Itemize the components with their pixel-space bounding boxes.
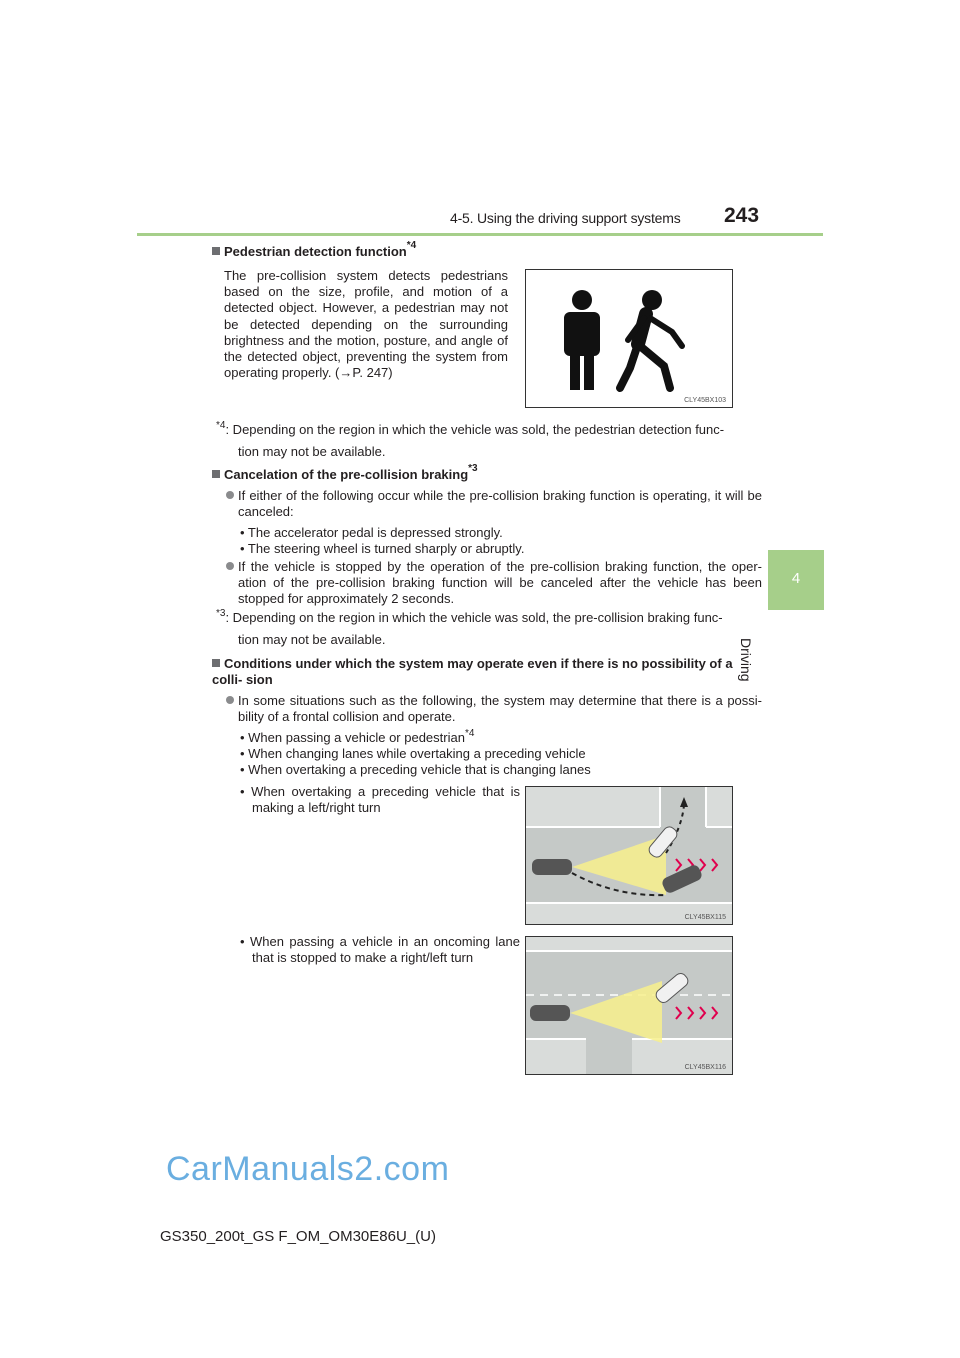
figure-code: CLY45BX103 (684, 397, 726, 404)
figure-code: CLY45BX115 (684, 914, 726, 921)
figure-code: CLY45BX116 (684, 1064, 726, 1071)
own-car-icon (532, 859, 572, 875)
cancelation-heading-text: Cancelation of the pre-collision braking (224, 467, 469, 482)
conditions-sub-1 (240, 730, 474, 746)
cancelation-sub-2: • The steering wheel is turned sharply or abruptly. (240, 541, 525, 556)
pedestrian-figure (525, 269, 733, 408)
chapter-label: Driving (738, 638, 754, 682)
footnote-4-cont: tion may not be available. (238, 444, 386, 459)
conditions-sub-2: • When changing lanes while overtaking a preceding vehicle (240, 746, 586, 761)
footnote-4 (216, 420, 756, 439)
page-number: 243 (724, 204, 760, 227)
chapter-number: 4 (791, 570, 801, 587)
pedestrian-illustration (526, 270, 732, 407)
cancelation-item-1-text: If either of the following occur while the pre-collision braking function is operating, it will be canceled: (238, 488, 762, 520)
footnote-3 (216, 608, 756, 627)
cancelation-item-2 (226, 559, 762, 608)
conditions-heading (212, 656, 752, 688)
conditions-sub-1-text: • When passing a vehicle or pedestrian (240, 730, 465, 745)
heading-footnote-mark: *4 (406, 240, 417, 251)
pedestrian-body: The pre-collision system detects pedestrians based on the size, profile, and motion of a detected object. However, a pedestrian may not be detected depending on the surrounding brightness and the motion, posture, and angle of the detected object, preventing the system from operating properly. (→P. 247) (224, 268, 508, 381)
bullet-icon (226, 696, 234, 704)
section-title: 4-5. Using the driving support systems (450, 210, 681, 226)
walking-person-icon (620, 290, 682, 388)
cancelation-heading (212, 463, 478, 482)
cancelation-item-1 (226, 488, 762, 520)
cancelation-item-2-text: If the vehicle is stopped by the operation of the pre-collision braking function, the oper- ation of the pre-collision braking function will be canceled after the vehicle has been stopped for approximately 2 seconds. (238, 559, 762, 607)
section-marker-icon (212, 659, 220, 667)
footnote-mark: *4 (464, 728, 475, 739)
own-car-icon (530, 1005, 570, 1021)
conditions-item-1-text: In some situations such as the following, the system may determine that there is a possi- bility of a frontal collision and operate. (238, 693, 762, 725)
footnote-3-cont: tion may not be available. (238, 632, 386, 647)
conditions-sub-4: • When overtaking a preceding vehicle that is making a left/right turn (240, 784, 520, 816)
oncoming-illustration (526, 937, 732, 1074)
standing-person-icon (564, 290, 600, 390)
conditions-item-1 (226, 693, 762, 725)
section-marker-icon (212, 247, 220, 255)
document-code: GS350_200t_GS F_OM_OM30E86U_(U) (160, 1228, 436, 1245)
footnote-text: : Depending on the region in which the vehicle was sold, the pre-collision braking func- (225, 610, 723, 625)
footnote-text: : Depending on the region in which the vehicle was sold, the pedestrian detection func- (225, 422, 725, 437)
footnote-mark: *4 (216, 420, 226, 431)
turn-illustration (526, 787, 732, 924)
cancelation-sub-1: • The accelerator pedal is depressed strongly. (240, 525, 503, 540)
header-rule (137, 233, 823, 236)
section-marker-icon (212, 470, 220, 478)
pedestrian-heading (212, 240, 417, 259)
oncoming-figure (525, 936, 733, 1075)
turn-figure (525, 786, 733, 925)
conditions-sub-5: • When passing a vehicle in an oncoming lane that is stopped to make a right/left turn (240, 934, 520, 966)
heading-footnote-mark: *3 (468, 463, 478, 474)
bullet-icon (226, 491, 234, 499)
pedestrian-heading-text: Pedestrian detection function (224, 244, 407, 259)
footnote-mark: *3 (216, 608, 226, 619)
watermark-logo: CarManuals2.com (166, 1150, 450, 1188)
conditions-heading-text: Conditions under which the system may operate even if there is no possibility of a colli- sion (212, 656, 733, 688)
conditions-sub-3: • When overtaking a preceding vehicle that is changing lanes (240, 762, 591, 777)
bullet-icon (226, 562, 234, 570)
